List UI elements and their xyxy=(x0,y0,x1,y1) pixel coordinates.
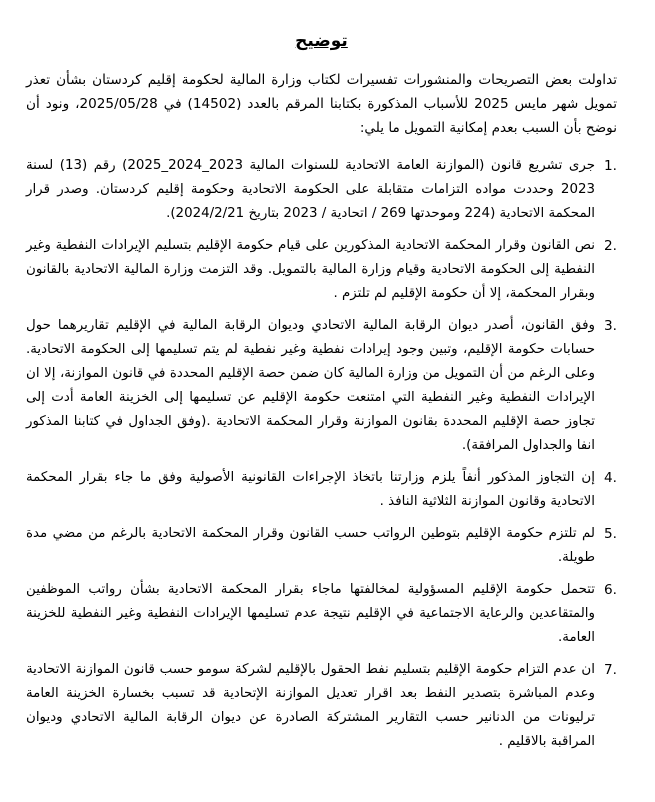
list-item-text: لم تلتزم حكومة الإقليم بتوطين الرواتب حسب القانون وقرار المحكمة الاتحادية بالرغم من مضي مدة طويلة. xyxy=(26,526,595,565)
list-item-number: 2. xyxy=(604,238,617,254)
list-item-text: جرى تشريع قانون (الموازنة العامة الاتحادية للسنوات المالية 2023_2024_2025) رقم (13) لسنة 2023 وحددت مواده التزامات متقابلة على الحكومة الاتحادية وحكومة إقليم كردستان. وصدر قرار المحكمة الاتحادية (224 وموحدتها 269 / اتحادية / 2023 بتاريخ 2024/2/21). xyxy=(26,158,595,221)
numbered-list xyxy=(26,154,617,754)
list-item-number: 5. xyxy=(604,526,617,542)
list-item-number: 6. xyxy=(604,582,617,598)
list-item xyxy=(26,234,617,306)
list-item-number: 1. xyxy=(604,158,617,174)
list-item-text: نص القانون وقرار المحكمة الاتحادية المذكورين على قيام حكومة الإقليم بتسليم الإيرادات النفطية وغير النفطية إلى الحكومة الاتحادية وقيام وزارة المالية بالتمويل. وقد التزمت وزارة المالية الاتحادية بالقانون وبقرار المحكمة، إلا أن حكومة الإقليم لم تلتزم . xyxy=(26,238,595,301)
list-item xyxy=(26,466,617,514)
list-item-number: 4. xyxy=(604,470,617,486)
list-item xyxy=(26,578,617,650)
intro-paragraph: تداولت بعض التصريحات والمنشورات تفسيرات لكتاب وزارة المالية لحكومة إقليم كردستان بشأن تعذر تمويل شهر مايس 2025 للأسباب المذكورة بكتابنا المرقم بالعدد (14502) في 2025/05/28، ونود أن نوضح بأن السبب بعدم إمكانية التمويل ما يلي: xyxy=(26,72,617,136)
list-item-text: إن التجاوز المذكور أنفاً يلزم وزارتنا باتخاذ الإجراءات القانونية الأصولية وفق ما جاء بقرار المحكمة الاتحادية وقانون الموازنة الثلاثية النافذ . xyxy=(26,470,595,509)
list-item-number: 7. xyxy=(604,662,617,678)
list-item xyxy=(26,314,617,458)
list-item xyxy=(26,658,617,754)
list-item xyxy=(26,154,617,226)
list-item-text: تتحمل حكومة الإقليم المسؤولية لمخالفتها ماجاء بقرار المحكمة الاتحادية بشأن رواتب الموظفين والمتقاعدين والرعاية الاجتماعية في الإقليم نتيجة عدم تسليمها الإيرادات النفطية وغير النفطية للخزينة العامة. xyxy=(26,582,595,645)
list-item xyxy=(26,522,617,570)
list-item-text: ان عدم التزام حكومة الإقليم بتسليم نفط الحقول بالإقليم لشركة سومو حسب قانون الموازنة الاتحادية وعدم المباشرة بتصدير النفط بعد اقرار تعديل الموازنة الإتحادية قد تسبب بخسارة الخزينة العامة ترليونات من الدنانير حسب التقارير المشتركة الصادرة عن ديوان الرقابة المالية الاتحادي وديوان المراقبة بالاقليم . xyxy=(26,662,595,749)
list-item-text: وفق القانون، أصدر ديوان الرقابة المالية الاتحادي وديوان الرقابة المالية في الإقليم تقاريرهما حول حسابات حكومة الإقليم، وتبين وجود إيرادات نفطية وغير نفطية لم يتم تسليمها إلى الحكومة الاتحادية. وعلى الرغم من أن التمويل من وزارة المالية كان ضمن حصة الإقليم المحددة في قانون الموازنة، إلا ان الإيرادات النفطية وغير النفطية التي امتنعت حكومة الإقليم عن تسليمها إلى الخزينة العامة أدت إلى تجاوز حصة الإقليم المحددة بقانون الموازنة وقرار المحكمة الاتحادية .(وفق الجداول في كتابنا المذكور انفا والجداول المرافقة). xyxy=(26,318,595,453)
document-title: توضيح xyxy=(295,31,348,51)
list-item-number: 3. xyxy=(604,318,617,334)
